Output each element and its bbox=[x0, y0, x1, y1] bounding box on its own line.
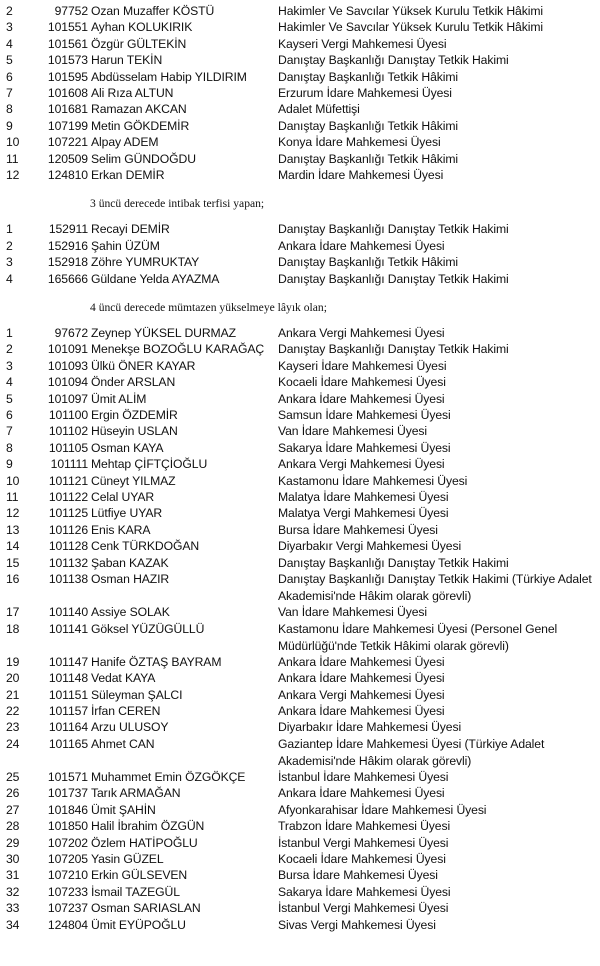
registry-number: 107233 bbox=[47, 884, 88, 899]
list-item bbox=[0, 769, 600, 785]
registry-number: 101571 bbox=[47, 770, 88, 784]
person-name: Alpay ADEM bbox=[91, 135, 159, 150]
person-name: Süleyman ŞALCI bbox=[91, 687, 183, 702]
registry-number: 101128 bbox=[48, 539, 88, 554]
entry-number: 1 bbox=[6, 222, 13, 237]
registry-number: 107237 bbox=[47, 901, 88, 916]
position-text: Malatya İdare Mahkemesi Üyesi bbox=[278, 490, 449, 504]
person-name: Hüseyin USLAN bbox=[91, 424, 178, 439]
registry-number: 101165 bbox=[48, 736, 88, 751]
registry-number: 101141 bbox=[48, 621, 88, 636]
registry-number: 107199 bbox=[47, 118, 88, 133]
position-text: Ankara Vergi Mahkemesi Üyesi bbox=[278, 457, 445, 472]
list-item bbox=[0, 456, 600, 472]
list-item bbox=[0, 835, 600, 851]
list-item bbox=[0, 670, 600, 686]
person-name: Vedat KAYA bbox=[91, 671, 156, 686]
person-name: Özgür GÜLTEKİN bbox=[91, 36, 187, 51]
entry-number: 30 bbox=[6, 852, 20, 866]
position-text: Ankara Vergi Mahkemesi Üyesi bbox=[278, 687, 445, 702]
person-name: Hanife ÖZTAŞ BAYRAM bbox=[91, 654, 222, 669]
entry-number: 2 bbox=[6, 238, 13, 253]
position-text: Ankara İdare Mahkemesi Üyesi bbox=[278, 654, 445, 669]
person-name: Yasin GÜZEL bbox=[91, 852, 164, 866]
position-text: Danıştay Başkanlığı Danıştay Tetkik Hakimi bbox=[278, 271, 509, 286]
person-name: Lütfiye UYAR bbox=[91, 506, 163, 521]
entry-number: 32 bbox=[6, 884, 20, 899]
registry-number: 101151 bbox=[48, 687, 88, 702]
registry-number: 101102 bbox=[48, 424, 88, 439]
person-name: Abdüsselam Habip YILDIRIM bbox=[91, 69, 247, 84]
person-name: Cüneyt YILMAZ bbox=[91, 473, 176, 488]
registry-number: 101126 bbox=[48, 522, 88, 537]
person-name: Mehtap ÇİFTÇİOĞLU bbox=[91, 457, 208, 472]
list-item bbox=[0, 489, 600, 505]
entry-number: 14 bbox=[6, 539, 20, 554]
entry-number: 1 bbox=[6, 326, 13, 340]
registry-number: 152911 bbox=[48, 222, 88, 237]
person-name: Assiye SOLAK bbox=[91, 605, 170, 620]
list-item bbox=[0, 358, 600, 374]
entry-number: 7 bbox=[6, 424, 13, 439]
list-item bbox=[0, 85, 600, 101]
entry-number: 3 bbox=[6, 255, 13, 270]
entry-number: 4 bbox=[6, 36, 13, 51]
person-name: Özlem HATİPOĞLU bbox=[91, 835, 198, 850]
registry-number: 101093 bbox=[47, 358, 88, 373]
list-item bbox=[0, 884, 600, 900]
position-text: Ankara İdare Mahkemesi Üyesi bbox=[278, 786, 445, 801]
section-heading: 4 üncü derecede mümtazen yükselmeye lâyık olan; bbox=[90, 301, 327, 314]
person-name: Ülkü ÖNER KAYAR bbox=[91, 358, 196, 373]
list-item bbox=[0, 391, 600, 407]
registry-number: 101573 bbox=[47, 53, 88, 68]
position-text: Kayseri Vergi Mahkemesi Üyesi bbox=[278, 36, 447, 51]
position-text: Bursa İdare Mahkemesi Üyesi bbox=[278, 868, 438, 883]
list-item bbox=[0, 703, 600, 719]
registry-number: 101138 bbox=[48, 572, 88, 586]
position-text: Trabzon İdare Mahkemesi Üyesi bbox=[278, 819, 451, 834]
list-item bbox=[0, 271, 600, 287]
registry-number: 107210 bbox=[47, 868, 88, 883]
registry-number: 101147 bbox=[48, 654, 88, 669]
person-name: Güldane Yelda AYAZMA bbox=[91, 271, 220, 286]
position-text: Danıştay Başkanlığı Danıştay Tetkik Hakimi bbox=[278, 222, 509, 237]
position-text: İstanbul Vergi Mahkemesi Üyesi bbox=[278, 901, 449, 916]
entry-number: 20 bbox=[6, 671, 20, 686]
entry-number: 16 bbox=[6, 572, 20, 586]
person-name: İsmail TAZEGÜL bbox=[91, 884, 180, 899]
entry-number: 22 bbox=[6, 704, 20, 718]
registry-number: 101132 bbox=[48, 555, 88, 570]
list-item bbox=[0, 3, 600, 19]
position-text: Ankara İdare Mahkemesi Üyesi bbox=[278, 704, 445, 718]
entry-number: 34 bbox=[6, 917, 20, 932]
list-item bbox=[0, 341, 600, 357]
person-name: Tarık ARMAĞAN bbox=[91, 786, 181, 801]
entry-number: 25 bbox=[6, 770, 20, 784]
list-item bbox=[0, 440, 600, 456]
person-name: Erkin GÜLSEVEN bbox=[91, 868, 188, 883]
entry-number: 31 bbox=[6, 868, 20, 883]
position-text: Danıştay Başkanlığı Tetkik Hâkimi bbox=[278, 118, 459, 133]
position-text: Danıştay Başkanlığı Danıştay Tetkik Hakimi bbox=[278, 555, 509, 570]
entry-number: 8 bbox=[6, 440, 13, 455]
list-item bbox=[0, 802, 600, 818]
person-name: Halil İbrahim ÖZGÜN bbox=[91, 819, 205, 834]
person-name: Osman SARIASLAN bbox=[91, 901, 201, 916]
person-name: Ozan Muzaffer KÖSTÜ bbox=[91, 4, 215, 18]
entry-number: 19 bbox=[6, 654, 20, 669]
position-text: Hakimler Ve Savcılar Yüksek Kurulu Tetkik Hâkimi bbox=[278, 20, 544, 35]
registry-number: 101148 bbox=[48, 671, 88, 686]
registry-number: 101140 bbox=[48, 605, 88, 620]
registry-number: 101125 bbox=[48, 506, 88, 521]
list-item bbox=[0, 221, 600, 237]
list-item bbox=[0, 900, 600, 916]
list-item bbox=[0, 134, 600, 150]
entry-number: 8 bbox=[6, 102, 13, 117]
entry-number: 29 bbox=[6, 835, 20, 850]
entry-number: 7 bbox=[6, 86, 13, 100]
position-text: Sivas Vergi Mahkemesi Üyesi bbox=[278, 917, 436, 932]
position-text: Ankara İdare Mahkemesi Üyesi bbox=[278, 671, 445, 686]
list-item bbox=[0, 604, 600, 620]
position-text: Mardin İdare Mahkemesi Üyesi bbox=[278, 168, 444, 182]
list-item bbox=[0, 407, 600, 423]
person-name: Ümit ŞAHİN bbox=[91, 802, 156, 817]
person-name: Ayhan KOLUKIRIK bbox=[91, 20, 193, 35]
position-text: Diyarbakır Vergi Mahkemesi Üyesi bbox=[278, 539, 462, 554]
entry-number: 4 bbox=[6, 271, 13, 286]
entry-number: 3 bbox=[6, 358, 13, 373]
list-item bbox=[0, 719, 600, 735]
list-item bbox=[0, 69, 600, 85]
position-text: Gaziantep İdare Mahkemesi Üyesi (Türkiye Adalet Akademisi'nde Hâkim olarak görevli) bbox=[278, 736, 545, 768]
registry-number: 101164 bbox=[48, 720, 88, 735]
position-text: Erzurum İdare Mahkemesi Üyesi bbox=[278, 86, 452, 100]
entry-number: 10 bbox=[6, 473, 20, 488]
position-text: Sakarya İdare Mahkemesi Üyesi bbox=[278, 440, 451, 455]
list-item bbox=[0, 522, 600, 538]
entry-number: 18 bbox=[6, 621, 20, 636]
list-item bbox=[0, 238, 600, 254]
position-text: Van İdare Mahkemesi Üyesi bbox=[278, 605, 428, 620]
entry-number: 2 bbox=[6, 342, 13, 357]
section-heading: 3 üncü derecede intibak terfisi yapan; bbox=[90, 197, 265, 211]
entry-number: 12 bbox=[6, 506, 20, 521]
position-text: Kastamonu İdare Mahkemesi Üyesi bbox=[278, 473, 468, 488]
person-name: Önder ARSLAN bbox=[91, 375, 176, 390]
entry-number: 28 bbox=[6, 819, 20, 834]
entry-number: 4 bbox=[6, 375, 13, 390]
entry-number: 9 bbox=[6, 457, 13, 472]
list-item bbox=[0, 151, 600, 167]
position-text: Bursa İdare Mahkemesi Üyesi bbox=[278, 522, 438, 537]
list-item bbox=[0, 101, 600, 117]
person-name: Menekşe BOZOĞLU KARAĞAÇ bbox=[91, 342, 265, 357]
registry-number: 120509 bbox=[47, 151, 88, 166]
entry-number: 11 bbox=[6, 490, 19, 504]
registry-number: 101100 bbox=[48, 408, 88, 422]
registry-number: 101850 bbox=[47, 819, 88, 834]
entry-number: 3 bbox=[6, 20, 13, 35]
person-name: Osman HAZIR bbox=[91, 572, 170, 586]
list-item bbox=[0, 36, 600, 52]
registry-number: 101737 bbox=[47, 786, 88, 801]
registry-number: 101551 bbox=[47, 20, 88, 35]
position-text: Adalet Müfettişi bbox=[278, 102, 360, 117]
entry-number: 27 bbox=[6, 802, 20, 817]
list-item bbox=[0, 167, 600, 183]
position-text: Kastamonu İdare Mahkemesi Üyesi (Personel Genel Müdürlüğü'nde Tetkik Hâkimi olarak görevli) bbox=[278, 621, 558, 653]
list-item bbox=[0, 785, 600, 801]
position-text: Sakarya İdare Mahkemesi Üyesi bbox=[278, 884, 451, 899]
position-text: Danıştay Başkanlığı Danıştay Tetkik Hakimi bbox=[278, 342, 509, 357]
position-text: Samsun İdare Mahkemesi Üyesi bbox=[278, 408, 451, 422]
person-name: Şahin ÜZÜM bbox=[91, 238, 160, 253]
registry-number: 101122 bbox=[48, 490, 88, 504]
position-text: Ankara İdare Mahkemesi Üyesi bbox=[278, 238, 445, 253]
list-item bbox=[0, 423, 600, 439]
registry-number: 101608 bbox=[47, 86, 88, 100]
registry-number: 101097 bbox=[47, 391, 88, 406]
position-text: Danıştay Başkanlığı Tetkik Hâkimi bbox=[278, 69, 459, 84]
list-item bbox=[0, 687, 600, 703]
entry-number: 11 bbox=[6, 151, 19, 166]
person-name: Selim GÜNDOĞDU bbox=[91, 151, 196, 166]
registry-number: 165666 bbox=[47, 271, 88, 286]
person-name: Cenk TÜRKDOĞAN bbox=[91, 539, 200, 554]
registry-number: 101595 bbox=[47, 69, 88, 84]
entry-number: 17 bbox=[6, 605, 20, 620]
entry-number: 33 bbox=[6, 901, 20, 916]
person-name: Arzu ULUSOY bbox=[91, 720, 169, 735]
entry-number: 24 bbox=[6, 736, 20, 751]
person-name: Metin GÖKDEMİR bbox=[91, 118, 190, 133]
registry-number: 107202 bbox=[47, 835, 88, 850]
list-item bbox=[0, 571, 600, 604]
person-name: Ergin ÖZDEMİR bbox=[91, 408, 178, 422]
registry-number: 107205 bbox=[47, 852, 88, 866]
registry-number: 101105 bbox=[48, 440, 88, 455]
entry-number: 5 bbox=[6, 53, 13, 68]
position-text: Ankara Vergi Mahkemesi Üyesi bbox=[278, 326, 445, 340]
entry-number: 26 bbox=[6, 786, 20, 801]
person-name: Ümit ALİM bbox=[91, 391, 147, 406]
person-name: Enis KARA bbox=[91, 522, 151, 537]
entry-number: 2 bbox=[6, 4, 13, 18]
person-name: Ali Rıza ALTUN bbox=[91, 86, 174, 100]
position-text: Danıştay Başkanlığı Tetkik Hâkimi bbox=[278, 255, 459, 270]
position-text: Diyarbakır İdare Mahkemesi Üyesi bbox=[278, 720, 462, 735]
person-name: Şaban KAZAK bbox=[91, 555, 169, 570]
list-item bbox=[0, 52, 600, 68]
registry-number: 101111 bbox=[50, 457, 88, 472]
person-name: Harun TEKİN bbox=[91, 53, 163, 68]
position-text: Afyonkarahisar İdare Mahkemesi Üyesi bbox=[278, 802, 487, 817]
entry-number: 21 bbox=[6, 687, 20, 702]
entry-number: 10 bbox=[6, 135, 20, 150]
registry-number: 97752 bbox=[54, 4, 88, 18]
list-item bbox=[0, 654, 600, 670]
position-text: İstanbul İdare Mahkemesi Üyesi bbox=[278, 770, 449, 784]
person-name: Osman KAYA bbox=[91, 440, 164, 455]
registry-number: 101846 bbox=[47, 802, 88, 817]
person-name: İrfan CEREN bbox=[91, 704, 161, 718]
position-text: Danıştay Başkanlığı Danıştay Tetkik Hakimi (Türkiye Adalet Akademisi'nde Hâkim olarak görevli) bbox=[278, 572, 592, 603]
list-item bbox=[0, 505, 600, 521]
list-item bbox=[0, 325, 600, 341]
registry-number: 101561 bbox=[47, 36, 88, 51]
list-item bbox=[0, 867, 600, 883]
list-item bbox=[0, 19, 600, 35]
list-item bbox=[0, 118, 600, 134]
registry-number: 101091 bbox=[47, 342, 88, 357]
registry-number: 97672 bbox=[54, 326, 88, 340]
person-name: Ramazan AKCAN bbox=[91, 102, 187, 117]
registry-number: 101121 bbox=[48, 473, 88, 488]
entry-number: 6 bbox=[6, 69, 13, 84]
entry-number: 13 bbox=[6, 522, 20, 537]
position-text: Kocaeli İdare Mahkemesi Üyesi bbox=[278, 852, 446, 866]
person-name: Göksel YÜZÜGÜLLÜ bbox=[91, 621, 205, 636]
entry-number: 12 bbox=[6, 168, 20, 182]
list-item bbox=[0, 621, 600, 654]
list-item bbox=[0, 538, 600, 554]
registry-number: 101157 bbox=[48, 704, 88, 718]
list-item bbox=[0, 254, 600, 270]
person-name: Ahmet CAN bbox=[91, 736, 155, 751]
entry-number: 15 bbox=[6, 555, 20, 570]
position-text: Danıştay Başkanlığı Danıştay Tetkik Hakimi bbox=[278, 53, 509, 68]
position-text: Van İdare Mahkemesi Üyesi bbox=[278, 424, 428, 439]
position-text: İstanbul Vergi Mahkemesi Üyesi bbox=[278, 835, 449, 850]
list-item bbox=[0, 917, 600, 933]
registry-number: 124810 bbox=[47, 168, 88, 182]
entry-number: 5 bbox=[6, 391, 13, 406]
position-text: Hakimler Ve Savcılar Yüksek Kurulu Tetkik Hâkimi bbox=[278, 4, 544, 18]
person-name: Zeynep YÜKSEL DURMAZ bbox=[91, 326, 236, 340]
position-text: Kayseri İdare Mahkemesi Üyesi bbox=[278, 358, 447, 373]
position-text: Ankara İdare Mahkemesi Üyesi bbox=[278, 391, 445, 406]
person-name: Muhammet Emin ÖZGÖKÇE bbox=[91, 770, 246, 784]
entry-number: 6 bbox=[6, 408, 13, 422]
position-text: Konya İdare Mahkemesi Üyesi bbox=[278, 135, 441, 150]
list-item bbox=[0, 736, 600, 769]
registry-number: 124804 bbox=[47, 917, 88, 932]
person-name: Ümit EYÜPOĞLU bbox=[91, 917, 186, 932]
position-text: Danıştay Başkanlığı Tetkik Hâkimi bbox=[278, 151, 459, 166]
registry-number: 101681 bbox=[47, 102, 88, 117]
registry-number: 152918 bbox=[47, 255, 88, 270]
person-name: Erkan DEMİR bbox=[91, 168, 165, 182]
entry-number: 23 bbox=[6, 720, 20, 735]
position-text: Kocaeli İdare Mahkemesi Üyesi bbox=[278, 375, 446, 390]
person-name: Celal UYAR bbox=[91, 490, 155, 504]
registry-number: 101094 bbox=[47, 375, 88, 390]
list-item bbox=[0, 851, 600, 867]
person-name: Zöhre YUMRUKTAY bbox=[91, 255, 200, 270]
list-item bbox=[0, 818, 600, 834]
person-name: Recayi DEMİR bbox=[91, 222, 170, 237]
registry-number: 107221 bbox=[47, 135, 88, 150]
list-item bbox=[0, 374, 600, 390]
registry-number: 152916 bbox=[47, 238, 88, 253]
entry-number: 9 bbox=[6, 118, 13, 133]
list-item bbox=[0, 555, 600, 571]
position-text: Malatya Vergi Mahkemesi Üyesi bbox=[278, 506, 449, 521]
list-item bbox=[0, 473, 600, 489]
